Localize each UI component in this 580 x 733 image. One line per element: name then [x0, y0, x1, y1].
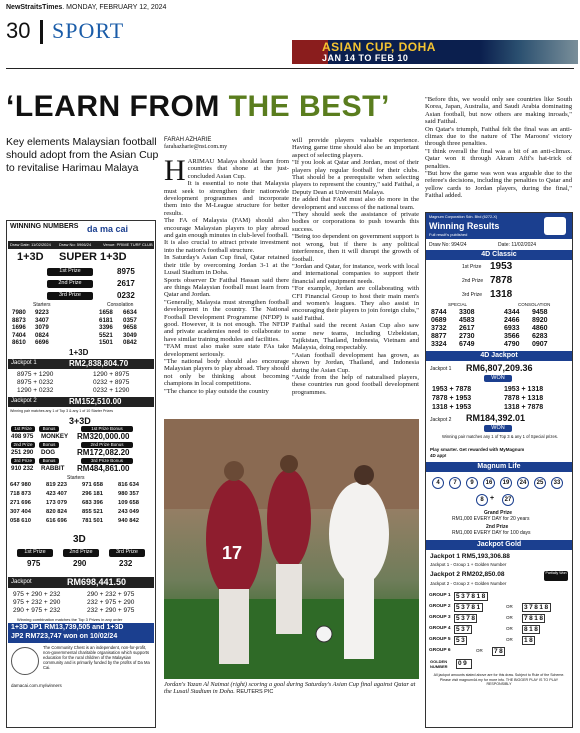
- match-photo: [164, 419, 419, 679]
- d3-number: 251 290: [11, 449, 34, 456]
- group-right-digits: 7818: [524, 615, 545, 622]
- drop-cap: H: [164, 154, 186, 187]
- game-logo-1plus3d: 1+3D: [69, 348, 89, 357]
- d3-starter-number: 683 396: [82, 500, 103, 506]
- banner-dates: JAN 14 TO FEB 10: [322, 53, 409, 63]
- 3d-jp-note: Winning combination matches the Top 3 Prizes in any order: [17, 617, 123, 622]
- consolation-number: 5521: [99, 331, 113, 339]
- magnum-draw-date: Date: 11/02/2024: [498, 242, 536, 248]
- headline-part-2: THE BEST’: [228, 90, 390, 123]
- life-second-label: 2nd Prize: [486, 524, 509, 530]
- damacai-brand: da ma cai: [87, 224, 129, 234]
- d3-starter-number: 243 049: [118, 509, 139, 515]
- 3d-prize2: 290: [73, 559, 87, 568]
- jp2-note: Winning pair matches any 1 of Top 3 & any 1 of 10 Starter Prizes: [10, 409, 114, 413]
- article-paragraph: "For example, Jordan are collaborating with CFI Financial Group to host their main men's and women's leagues. They also assist in encouraging their players to join foreign clubs," said Faithal.: [292, 285, 419, 322]
- starter-number: 8873: [12, 316, 26, 324]
- d3-starter-number: 109 658: [118, 500, 139, 506]
- d3-starter-number: 616 696: [46, 518, 67, 524]
- d3-number: 910 232: [11, 465, 34, 472]
- d3-prize-label: 2nd Prize: [11, 442, 35, 448]
- photo-credit: REUTERS PIC: [234, 689, 274, 696]
- starter-number: 3079: [35, 324, 49, 332]
- consolation-number: 0842: [123, 339, 137, 347]
- m-jp2-amount: RM184,392.01: [466, 413, 526, 423]
- article-paragraph: Faithal said the recent Asian Cup also saw some new teams, including Uzbekistan, Tajikistan, Thailand, Indonesia, Vietnam and Malaysia, doing respectably.: [292, 322, 419, 352]
- article-column-2: [292, 137, 419, 396]
- game-3d: 3D: [73, 534, 86, 545]
- section-name: SPORT: [52, 18, 125, 43]
- group-right-digits: 18: [524, 637, 535, 644]
- d3-number: 498 975: [11, 433, 34, 440]
- headline-part-1: ‘LEARN FROM: [6, 90, 229, 123]
- m-consolation-number: 3566: [504, 333, 520, 340]
- d3-bonus-label: Bonus: [39, 458, 59, 464]
- m-consolation-label: CONSOLATION: [518, 302, 551, 307]
- game-1plus3d: 1+3D: [17, 251, 44, 263]
- prize1-value: 8975: [117, 267, 135, 276]
- life-second: RM1,000 EVERY DAY for 100 days: [452, 530, 531, 536]
- magnum-title: Winning Results: [429, 221, 500, 231]
- game-3plus3d: 3+3D: [69, 416, 91, 426]
- golden-number: 09: [456, 659, 472, 669]
- d3-starter-number: 940 842: [118, 518, 139, 524]
- d3-starter-number: 271 696: [10, 500, 31, 506]
- special-number: 0689: [431, 317, 447, 324]
- prize3-label: 3rd Prize: [47, 292, 93, 300]
- d3-right-amount: RM484,861.00: [77, 464, 130, 473]
- special-number: 2730: [459, 333, 475, 340]
- byline-name: FARAH AZHARIE: [164, 137, 212, 143]
- section-divider: [40, 20, 43, 44]
- group-right-digits: 78: [494, 648, 505, 655]
- magnum-company: Magnum Corporation Sdn. Bhd (6272-X): [429, 215, 498, 219]
- 3d-prize2-label: 2nd Prize: [63, 549, 99, 557]
- group-left-digits: 53781: [456, 604, 482, 611]
- article-paragraph: "FAM must also make sure state FAs take development seriously.: [164, 343, 289, 358]
- 3d-prize1: 975: [27, 559, 41, 568]
- jp1-combos-right: 1290 + 8975 0232 + 8975 0232 + 1290: [93, 371, 130, 394]
- magnum-subtitle: Full result's published: [429, 232, 468, 237]
- d3-starter-number: 855 521: [82, 509, 103, 515]
- gold-jp1-note: Jackpot 1 - Group 1 + Golden Number: [430, 562, 507, 567]
- m-prize2-label: 2nd Prize: [462, 278, 484, 284]
- m-consolation-number: 4860: [532, 325, 548, 332]
- special-number: 3732: [431, 325, 447, 332]
- group-or: OR: [506, 637, 513, 642]
- gold-jp2: Jackpot 2 RM202,850.08: [430, 571, 505, 578]
- article-paragraph: "Jordan and Qatar, for instance, work with local and international companies to support their financial and equipment needs.: [292, 262, 419, 285]
- article-paragraph: "Generally, Malaysia must strengthen football development in the country. The National Football Development Programme (NFDP) is good. However, it is not enough. The NFDP and private academies need to collaborate to have similar training modules and facilities.: [164, 298, 289, 343]
- community-chest-logo: [11, 647, 39, 675]
- jp1-combos-left: 8975 + 1290 8975 + 0232 1290 + 0232: [17, 371, 54, 394]
- draw-venue: Venue: PRIME TURF CLUB: [103, 242, 153, 247]
- life-ball: 33: [551, 477, 563, 489]
- headline: [6, 90, 390, 124]
- article-paragraph: Sports observer Dr Faithal Hassan said there are things Malaysian football must learn from Qatar and Jordan.: [164, 276, 289, 299]
- header-rule: [6, 68, 574, 69]
- d3-starter-number: 816 634: [118, 482, 139, 488]
- article-paragraph: "The national body should also encourage Malaysian players to play abroad. They should not only be thinking about becoming champions in local competitions.: [164, 357, 289, 388]
- group-right-digits: 37818: [524, 604, 550, 611]
- article-paragraph: "But how the game was won was arguable due to the referee's decisions, including the penalties to Qatar and yellow cards to Jordan players, during the final," Faithal added.: [425, 170, 572, 200]
- game-super-1plus3d: SUPER 1+3D: [59, 251, 127, 263]
- life-ball: 16: [483, 477, 495, 489]
- group-left-digits: 53: [456, 637, 467, 644]
- group-label: GROUP 4: [429, 626, 451, 631]
- d3-right-amount: RM320,000.00: [77, 432, 130, 441]
- special-number: 6749: [459, 341, 475, 348]
- damacai-footer: damacai.com.my/winners: [11, 683, 62, 688]
- m-prize2: 7878: [490, 275, 513, 286]
- magnum-results-panel: [425, 212, 573, 728]
- special-number: 8744: [431, 309, 447, 316]
- m-consolation-number: 0907: [532, 341, 548, 348]
- draw-date: Draw Date: 11/02/2024: [10, 242, 51, 247]
- m-jp2-label: Jackpot 2: [430, 417, 452, 423]
- group-label: GROUP 2: [429, 604, 451, 609]
- starter-number: 1696: [12, 324, 26, 332]
- magnum-footer: All jackpot amounts stated above are for this draw. Subject to Rule of the Scheme. Please visit magnum4d.my for more info. THE BIGGER PLAY IS TO PLAY RESPONSIBLY: [433, 673, 565, 686]
- prize1-label: 1st Prize: [47, 268, 93, 276]
- classic-title: 4D Classic: [426, 250, 572, 260]
- group-left-digits: 5378: [456, 615, 477, 622]
- life-grand-label: Grand Prize: [484, 510, 513, 516]
- group-or: OR: [506, 626, 513, 631]
- banner-title: ASIAN CUP, DOHA: [322, 40, 436, 54]
- damacai-results-panel: [6, 220, 156, 728]
- d3-bonus-animal: MONKEY: [41, 433, 69, 440]
- life-ball: 4: [432, 477, 444, 489]
- m-jp-combos-right: 1953 + 1318 7878 + 1318 1318 + 7878: [504, 386, 544, 411]
- article-paragraph: HARIMAU Malaya should learn from countries that shone at the just-concluded Asian Cup.: [164, 154, 289, 187]
- article-paragraph: "Asian football development has grown, as shown by Jordan, Thailand, and Indonesia during the Asian Cup.: [292, 351, 419, 374]
- m-jp1-label: Jackpot 1: [430, 366, 452, 372]
- article-column-1: [164, 154, 289, 395]
- m-jp2-note: Winning pair matches any 1 of Top 3 & any 1 of Special prizes.: [441, 434, 559, 439]
- masthead: [6, 4, 574, 14]
- draw-number: Draw No: 5966/24: [59, 242, 92, 247]
- article-paragraph: It is essential to note that Malaysia must seek to strengthen their nationwide development programmes and incorporate them into the M-League structure for better results.: [164, 180, 289, 217]
- gold-jp2-note: Jackpot 2 - Group 2 + Golden Number: [430, 581, 507, 586]
- prize2-label: 2nd Prize: [47, 280, 93, 288]
- d3-starter-number: 820 824: [46, 509, 67, 515]
- d3-right-label: 2nd Prize Bonus: [81, 442, 133, 448]
- m-consolation-number: 2466: [504, 317, 520, 324]
- svg-text:17: 17: [222, 543, 243, 563]
- m-consolation-number: 9458: [532, 309, 548, 316]
- magnum-draw-no: Draw No: 994/24: [429, 242, 467, 248]
- starter-number: 9223: [35, 309, 49, 316]
- m-prize3-label: 3rd Prize: [462, 292, 483, 298]
- standfirst: Key elements Malaysian football should adopt from the Asian Cup to revitalise Harimau Malaya: [6, 136, 159, 174]
- d3-bonus-label: Bonus: [39, 442, 59, 448]
- consolation-number: 6181: [99, 316, 113, 324]
- consolation-number: 3396: [99, 324, 113, 332]
- match-photo-illustration: [164, 419, 419, 679]
- jp2-amount: RM152,510.00: [69, 397, 122, 406]
- mega-line-2: JP2 RM723,747 won on 10/02/24: [11, 633, 118, 640]
- starter-number: 7404: [12, 331, 26, 339]
- article-paragraph: "If you look at Qatar and Jordan, most of their players play regular football for their clubs. That should be a prerequisite when selecting players to represent the country," said Faithal, a Deputy Dean at Universiti Malaya.: [292, 159, 419, 196]
- d3-bonus-animal: RABBIT: [41, 465, 65, 472]
- starter-number: 7980: [12, 309, 26, 316]
- consolation-number: 3049: [123, 331, 137, 339]
- m-consolation-number: 8920: [532, 317, 548, 324]
- article-paragraph: "Being too dependent on government support is not wrong, but if there is any political interference, then it will disrupt the growth of football.: [292, 233, 419, 263]
- d3-starter-number: 980 357: [118, 491, 139, 497]
- paper-name: NewStraitsTimes: [6, 4, 63, 11]
- page-number: 30: [6, 18, 31, 43]
- community-chest-note: The Community Chest is an independent, non-for-profit, non-governmental charitable organisation which supports education for the rural children of the Malaysian community and is primarily funded by the profits of Da Ma Cai.: [43, 645, 150, 670]
- d3-starter-number: 971 658: [82, 482, 103, 488]
- group-label: GROUP 3: [429, 615, 451, 620]
- group-left-digits: 537818: [456, 593, 487, 600]
- article-paragraph: "They should seek the assistance of private bodies or corporations to push towards this success.: [292, 211, 419, 233]
- special-number: 3308: [459, 309, 475, 316]
- photo-caption: Jordan's Yazan Al Naimat (right) scoring a goal during Saturday's Asian Cup final against Qatar at the Lusail Stadium in Doha. REUTERS PIC: [164, 681, 416, 696]
- d3-bonus-animal: DOG: [41, 449, 56, 456]
- byline-email: farahazharie@nst.com.my: [164, 144, 228, 150]
- d3-starter-number: 307 404: [10, 509, 31, 515]
- banner-image: [480, 40, 578, 64]
- consolation-number: 1658: [99, 309, 113, 316]
- prize3-value: 0232: [117, 291, 135, 300]
- article-paragraph: "The chance to play outside the country: [164, 387, 269, 395]
- life-title: Magnum Life: [426, 462, 572, 472]
- life-ball: 24: [517, 477, 529, 489]
- article-paragraph: The FA of Malaysia (FAM) should also encourage Malaysian players to play abroad and gain enough minutes in club-level football.: [164, 217, 289, 240]
- 3d-jackpot-label: Jackpot: [11, 579, 32, 585]
- m-prize3: 1318: [490, 289, 513, 300]
- starter-number: 6696: [35, 339, 49, 347]
- article-paragraph: "Before this, we would only see countries like South Korea, Japan, Australia, and Saudi Arabia dominating Asian football, but now others are making inroads," said Faithal.: [425, 96, 572, 126]
- m-consolation-number: 4344: [504, 309, 520, 316]
- d3-prize-label: 1st Prize: [11, 426, 35, 432]
- m-prize1: 1953: [490, 261, 513, 272]
- m-jp2-won: WON: [484, 425, 512, 432]
- group-or: OR: [506, 615, 513, 620]
- d3-starter-number: 296 181: [82, 491, 103, 497]
- 3d-jackpot-amount: RM698,441.50: [67, 577, 127, 587]
- consolation-number: 0357: [123, 316, 137, 324]
- consolation-number: 1501: [99, 339, 113, 347]
- play-smarter-note: Play smarter. Get rewarded with MyMagnum 4D app!: [430, 447, 525, 458]
- m-jp1-amount: RM6,807,209.36: [466, 363, 533, 373]
- article-paragraph: "I think overall the final was a bit of an anti-climax. Qatar won it through Akram Afif's hat-trick of penalties.: [425, 147, 572, 170]
- m-consolation-number: 6283: [532, 333, 548, 340]
- special-number: 2617: [459, 325, 475, 332]
- d3-right-amount: RM172,082.20: [77, 448, 130, 457]
- starters-label: Starters: [33, 302, 51, 308]
- article-paragraph: "Aside from the help of naturalised players, these countries run good football development programmes.: [292, 374, 419, 396]
- special-label: SPECIAL: [448, 302, 468, 307]
- article-paragraph: will provide players valuable experience. Having game time should also be an important aspect of selecting players.: [292, 137, 419, 159]
- gold-jp1: Jackpot 1 RM5,193,306.88: [430, 553, 510, 560]
- d3-right-label: 1st Prize Bonus: [81, 426, 133, 432]
- group-left-digits: 537: [456, 626, 472, 633]
- golden-number-label: GOLDEN NUMBER: [430, 659, 448, 669]
- group-label: GROUP 6: [429, 648, 451, 653]
- d3-starter-number: 781 501: [82, 518, 103, 524]
- 3d-prize3: 232: [119, 559, 133, 568]
- consolation-number: 6634: [123, 309, 137, 316]
- consolation-label: Consolation: [107, 302, 134, 308]
- life-ball: 25: [534, 477, 546, 489]
- life-ball: 19: [500, 477, 512, 489]
- jp2-label: Jackpot 2: [11, 398, 37, 404]
- article-column-3: [425, 96, 572, 200]
- d3-starters-label: Starters: [67, 475, 85, 481]
- special-number: 3324: [431, 341, 447, 348]
- special-number: 4583: [459, 317, 475, 324]
- jp1-label: Jackpot 1: [11, 360, 37, 366]
- m-consolation-number: 4790: [504, 341, 520, 348]
- starter-number: 0824: [35, 331, 49, 339]
- m-prize1-label: 1st Prize: [462, 264, 482, 270]
- d3-starter-number: 173 079: [46, 500, 67, 506]
- m-consolation-number: 6933: [504, 325, 520, 332]
- magnum-logo: [544, 217, 566, 235]
- consolation-number: 9658: [123, 324, 137, 332]
- 3d-jp-combos-right: 290 + 232 + 975 232 + 975 + 290 232 + 290 + 975: [87, 591, 135, 614]
- d3-starter-number: 819 223: [46, 482, 67, 488]
- life-bonus-ball: 27: [502, 494, 514, 506]
- gold-partially-won: Partially Won: [544, 571, 568, 581]
- d3-starter-number: 058 610: [10, 518, 31, 524]
- gold-title: Jackpot Gold: [426, 540, 572, 550]
- group-right-digits: 818: [524, 626, 540, 633]
- starter-number: 8610: [12, 339, 26, 347]
- d3-prize-label: 3rd Prize: [11, 458, 35, 464]
- starter-number: 3407: [35, 316, 49, 324]
- damacai-logo-text: WINNING NUMBERS: [10, 223, 79, 230]
- issue-date: . MONDAY, FEBRUARY 12, 2024: [62, 4, 167, 11]
- m-jp-combos-left: 1953 + 7878 7878 + 1953 1318 + 1953: [432, 386, 472, 411]
- d3-starter-number: 718 873: [10, 491, 31, 497]
- 3d-prize1-label: 1st Prize: [17, 549, 53, 557]
- group-or: OR: [506, 604, 513, 609]
- d3-bonus-label: Bonus: [39, 426, 59, 432]
- life-plus: +: [490, 495, 495, 502]
- life-bonus-ball: 8: [476, 494, 488, 506]
- 3d-jp-combos-left: 975 + 290 + 232 975 + 232 + 290 290 + 975 + 232: [13, 591, 61, 614]
- life-grand: RM1,000 EVERY DAY for 20 years: [452, 516, 530, 522]
- d3-right-label: 3rd Prize Bonus: [81, 458, 133, 464]
- d3-starter-number: 423 407: [46, 491, 67, 497]
- group-label: GROUP 5: [429, 637, 451, 642]
- article-paragraph: In Saturday's Asian Cup final, Qatar retained their title by overcoming Jordan 3-1 at the Lusail Stadium in Doha.: [164, 254, 289, 277]
- life-ball: 9: [466, 477, 478, 489]
- article-paragraph: He added that FAM must also do more in the development and success of the national team.: [292, 196, 419, 211]
- prize2-value: 2617: [117, 279, 135, 288]
- life-ball: 7: [449, 477, 461, 489]
- jackpot-title: 4D Jackpot: [426, 351, 572, 361]
- article-paragraph: It is also crucial to attract private investment into the nation's football structure.: [164, 239, 289, 254]
- article-paragraph: On Qatar's triumph, Faithal felt the final was an anti-climax due to the nature of The Maroons' victory through three penalties.: [425, 125, 572, 148]
- 3d-prize3-label: 3rd Prize: [109, 549, 145, 557]
- d3-starter-number: 647 980: [10, 482, 31, 488]
- m-jp1-won: WON: [484, 375, 512, 382]
- jp1-amount: RM2,838,804.70: [69, 359, 129, 368]
- group-or: OR: [476, 648, 483, 653]
- mega-line-1: 1+3D JP1 RM13,739,505 and 1+3D: [11, 624, 124, 631]
- group-label: GROUP 1: [429, 593, 451, 598]
- special-number: 8877: [431, 333, 447, 340]
